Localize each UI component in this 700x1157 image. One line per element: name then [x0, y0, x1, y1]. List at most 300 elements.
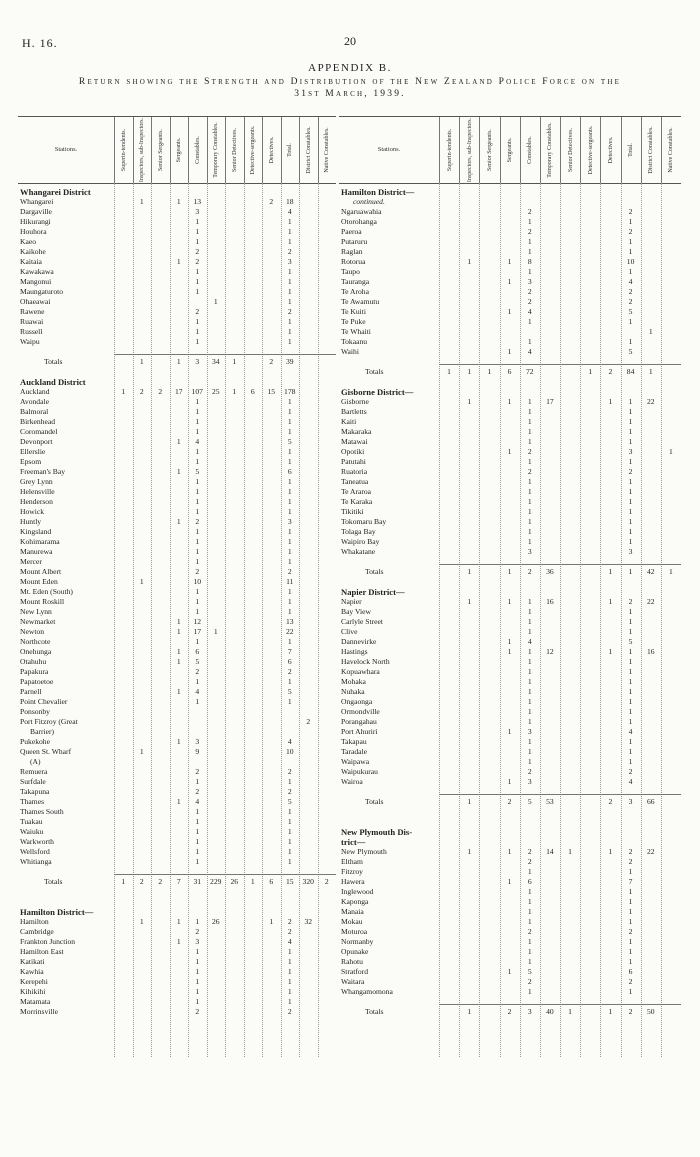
table-cell: 22: [285, 627, 294, 636]
column-header-label: Detectives.: [607, 136, 614, 164]
column-header: [207, 117, 226, 183]
station-name: Havelock North: [341, 657, 390, 666]
station-name: Opunake: [341, 947, 369, 956]
station-name: Paeroa: [341, 227, 362, 236]
station-name: Patutahi: [341, 457, 366, 466]
table-cell: 1: [195, 677, 200, 686]
table-cell: 1: [527, 427, 532, 436]
table-cell: 1: [250, 877, 255, 886]
table-row: [18, 827, 336, 837]
page-header: [0, 0, 700, 120]
table-cell: 1: [628, 517, 633, 526]
station-name: Morrinsville: [20, 1007, 58, 1016]
station-name: Kaiti: [341, 417, 357, 426]
station-name: Ellerslie: [20, 447, 46, 456]
table-cell: 32: [304, 917, 313, 926]
station-name: Papakura: [20, 667, 49, 676]
table-row: [339, 877, 681, 887]
table-cell: 1: [628, 627, 633, 636]
column-header-label: Detectives.: [268, 136, 275, 164]
table-cell: 1: [176, 197, 181, 206]
station-name: Queen St. Wharf: [20, 747, 72, 756]
station-name: Waipu: [20, 337, 40, 346]
table-row: [339, 507, 681, 517]
table-cell: 5: [628, 637, 633, 646]
table-cell: 22: [646, 597, 655, 606]
column-header: [133, 117, 152, 183]
station-name: Makaraka: [341, 427, 372, 436]
station-name: Ngaruawahia: [341, 207, 382, 216]
table-cell: 2: [527, 227, 532, 236]
table-row: [18, 467, 336, 477]
table-row: [18, 277, 336, 287]
table-cell: 1: [467, 1007, 472, 1016]
table-cell: 7: [287, 647, 292, 656]
station-name: Dargaville: [20, 207, 52, 216]
table-cell: 1: [195, 947, 200, 956]
table-cell: 1: [195, 597, 200, 606]
column-header-label: Detective-sergeants.: [250, 125, 257, 175]
table-cell: 1: [608, 397, 613, 406]
table-row: [339, 847, 681, 857]
table-row: [18, 987, 336, 997]
table-cell: 1: [287, 337, 292, 346]
table-cell: 1: [527, 657, 532, 666]
table-row: [339, 427, 681, 437]
table-cell: 1: [527, 907, 532, 916]
table-cell: 1: [195, 527, 200, 536]
table-cell: 31: [193, 877, 202, 886]
table-row: [18, 537, 336, 547]
table-cell: 1: [527, 707, 532, 716]
totals-row: [339, 567, 681, 577]
station-name: Thames: [20, 797, 45, 806]
table-cell: 1: [287, 987, 292, 996]
table-row: [339, 297, 681, 307]
station-name: Coromandel: [20, 427, 58, 436]
table-row: [339, 627, 681, 637]
station-name: Moturoa: [341, 927, 368, 936]
table-row: [18, 747, 336, 757]
table-row: [18, 197, 336, 207]
table-cell: 1: [507, 877, 512, 886]
station-name: Auckland: [20, 387, 50, 396]
table-cell: 2: [158, 387, 163, 396]
table-cell: 1: [527, 417, 532, 426]
table-cell: 1: [628, 647, 633, 656]
table-cell: 1: [287, 537, 292, 546]
column-header: [244, 117, 263, 183]
table-cell: 1: [527, 717, 532, 726]
table-cell: 1: [287, 977, 292, 986]
table-row: [18, 207, 336, 217]
column-header-label: Native Constables.: [668, 127, 675, 173]
station-name: Tauranga: [341, 277, 370, 286]
table-cell: 1: [628, 477, 633, 486]
table-row: [339, 197, 681, 207]
table-cell: 1: [507, 777, 512, 786]
table-cell: 17: [546, 397, 554, 406]
table-row: [18, 527, 336, 537]
table-cell: 1: [176, 737, 181, 746]
table-cell: 1: [527, 497, 532, 506]
table-cell: 11: [286, 577, 294, 586]
column-header: [318, 117, 337, 183]
table-cell: 2: [628, 767, 633, 776]
table-row: [18, 237, 336, 247]
table-cell: 1: [527, 697, 532, 706]
column-header: [170, 117, 189, 183]
table-row: [18, 857, 336, 867]
table-cell: 2: [628, 467, 633, 476]
station-name: Kihikihi: [20, 987, 46, 996]
table-row: [18, 517, 336, 527]
column-header: [641, 117, 661, 183]
table-cell: 2: [287, 767, 292, 776]
table-cell: 1: [195, 637, 200, 646]
table-row: [18, 247, 336, 257]
table-cell: 1: [527, 457, 532, 466]
table-cell: 1: [195, 537, 200, 546]
table-cell: 1: [507, 447, 512, 456]
table-row: [18, 767, 336, 777]
table-title-line2: 31st March, 1939.: [294, 89, 406, 99]
table-cell: 3: [195, 937, 200, 946]
table-cell: 1: [648, 327, 653, 336]
table-cell: 1: [608, 597, 613, 606]
table-row: [339, 927, 681, 937]
table-cell: 8: [527, 257, 532, 266]
table-cell: 5: [287, 687, 292, 696]
table-cell: 1: [628, 667, 633, 676]
table-row: [18, 847, 336, 857]
table-cell: 84: [626, 367, 635, 376]
station-name: Totals: [365, 1007, 384, 1016]
table-cell: 1: [287, 267, 292, 276]
table-row: [18, 687, 336, 697]
table-cell: 1: [139, 577, 144, 586]
table-cell: 72: [525, 367, 534, 376]
station-name: Port Ahuriri: [341, 727, 378, 736]
table-cell: 1: [628, 537, 633, 546]
table-cell: 1: [287, 777, 292, 786]
table-cell: 15: [285, 877, 294, 886]
column-header: [281, 117, 300, 183]
table-cell: 1: [139, 917, 144, 926]
table-cell: 4: [527, 307, 532, 316]
table-cell: 1: [121, 877, 126, 886]
table-cell: 1: [195, 497, 200, 506]
table-cell: 2: [507, 797, 512, 806]
table-cell: 1: [628, 747, 633, 756]
station-name: Ruatoria: [341, 467, 368, 476]
page-number: 20: [344, 34, 356, 48]
table-cell: 1: [287, 457, 292, 466]
table-row: [18, 447, 336, 457]
table-cell: 2: [287, 917, 292, 926]
table-cell: 1: [195, 847, 200, 856]
station-name: New Plymouth: [341, 847, 387, 856]
table-cell: 1: [287, 477, 292, 486]
table-cell: 1: [195, 477, 200, 486]
table-cell: 1: [195, 857, 200, 866]
table-cell: 22: [646, 847, 655, 856]
table-cell: 1: [195, 837, 200, 846]
district-heading: [339, 187, 681, 197]
station-name: Putaruru: [341, 237, 368, 246]
table-cell: 1: [527, 217, 532, 226]
table-cell: 1: [507, 647, 512, 656]
column-header: [580, 117, 600, 183]
column-header-label: Superin-tendents.: [446, 128, 453, 172]
table-cell: 66: [646, 797, 655, 806]
table-cell: 1: [628, 907, 633, 916]
table-cell: 3: [628, 797, 633, 806]
table-row: [18, 397, 336, 407]
column-header-label: Senior Detectives.: [567, 128, 574, 172]
station-name: Totals: [44, 357, 63, 366]
station-name: Barrier): [30, 727, 55, 736]
table-cell: 1: [287, 607, 292, 616]
table-row: [18, 757, 336, 767]
table-row: [18, 947, 336, 957]
table-cell: 1: [139, 747, 144, 756]
table-row: [18, 257, 336, 267]
station-name: Totals: [365, 367, 384, 376]
table-cell: 1: [287, 957, 292, 966]
table-cell: 1: [628, 457, 633, 466]
station-name: Kopuawhara: [341, 667, 380, 676]
table-cell: 1: [176, 917, 181, 926]
table-cell: 3: [628, 547, 633, 556]
table-cell: 6: [250, 387, 255, 396]
station-name: Te Puke: [341, 317, 366, 326]
table-cell: 2: [507, 1007, 512, 1016]
table-cell: 1: [287, 287, 292, 296]
table-cell: 1: [287, 317, 292, 326]
table-cell: 1: [195, 287, 200, 296]
table-row: [339, 487, 681, 497]
table-row: [339, 777, 681, 787]
table-cell: 1: [195, 817, 200, 826]
table-cell: 2: [628, 1007, 633, 1016]
table-cell: 1: [628, 887, 633, 896]
table-cell: 1: [195, 237, 200, 246]
station-name: Hamilton: [20, 917, 49, 926]
table-row: [339, 497, 681, 507]
table-cell: 1: [507, 637, 512, 646]
district-heading: [339, 837, 681, 847]
table-cell: 13: [285, 617, 294, 626]
table-cell: 2: [195, 787, 200, 796]
table-row: [18, 707, 336, 717]
table-cell: 3: [527, 727, 532, 736]
column-header-label: Senior Sergeants.: [486, 129, 493, 171]
station-name: Cambridge: [20, 927, 54, 936]
table-cell: 1: [287, 447, 292, 456]
station-name: Te Karaka: [341, 497, 373, 506]
station-name: Northcote: [20, 637, 51, 646]
table-cell: 3: [527, 277, 532, 286]
column-header-label: Temporary Constables.: [547, 122, 554, 178]
column-header: [151, 117, 170, 183]
table-cell: 1: [176, 467, 181, 476]
table-row: [339, 897, 681, 907]
table-cell: 1: [213, 297, 218, 306]
table-cell: 2: [527, 567, 532, 576]
table-cell: 1: [527, 667, 532, 676]
table-cell: 1: [287, 427, 292, 436]
table-row: [18, 997, 336, 1007]
station-name: Thames South: [20, 807, 64, 816]
table-cell: 1: [195, 397, 200, 406]
table-row: [339, 517, 681, 527]
station-name: New Plymouth Dis-: [341, 827, 413, 837]
table-cell: 1: [195, 997, 200, 1006]
station-name: Mount Roskill: [20, 597, 65, 606]
table-row: [339, 407, 681, 417]
table-row: [339, 937, 681, 947]
column-header-label: Temporary Constables.: [213, 122, 220, 178]
table-cell: 1: [195, 507, 200, 516]
table-cell: 2: [527, 467, 532, 476]
table-cell: 17: [174, 387, 183, 396]
table-cell: 13: [193, 197, 202, 206]
table-row: [339, 597, 681, 607]
station-name: Takapuna: [20, 787, 50, 796]
station-name: Opotiki: [341, 447, 365, 456]
station-name: Epsom: [20, 457, 42, 466]
table-row: [339, 637, 681, 647]
table-cell: 6: [507, 367, 512, 376]
table-cell: 1: [139, 197, 144, 206]
column-header: [439, 117, 459, 183]
column-header: [339, 117, 439, 183]
column-header: [621, 117, 641, 183]
station-name: Newmarket: [20, 617, 56, 626]
table-cell: 4: [628, 727, 633, 736]
table-cell: 5: [527, 967, 532, 976]
table-cell: 1: [527, 267, 532, 276]
station-name: Tikitiki: [341, 507, 364, 516]
table-cell: 25: [211, 387, 220, 396]
table-cell: 4: [628, 777, 633, 786]
table-cell: 1: [467, 397, 472, 406]
table-cell: 5: [195, 657, 200, 666]
station-name: Manaia: [341, 907, 364, 916]
table-cell: 1: [467, 567, 472, 576]
table-cell: 2: [195, 567, 200, 576]
table-row: [339, 907, 681, 917]
column-header-label: Constables.: [194, 136, 201, 164]
table-cell: 1: [287, 277, 292, 286]
table-cell: 1: [195, 547, 200, 556]
table-cell: 1: [527, 737, 532, 746]
table-cell: 1: [287, 487, 292, 496]
table-cell: 1: [628, 697, 633, 706]
table-cell: 1: [628, 527, 633, 536]
table-cell: 1: [287, 837, 292, 846]
table-cell: 9: [195, 747, 200, 756]
table-cell: 1: [195, 777, 200, 786]
table-row: [18, 617, 336, 627]
station-name: Mohaka: [341, 677, 366, 686]
table-row: [18, 307, 336, 317]
station-name: Huntly: [20, 517, 42, 526]
district-heading: [339, 387, 681, 397]
table-cell: 1: [121, 387, 126, 396]
station-name: Katikati: [20, 957, 45, 966]
column-header: [459, 117, 479, 183]
table-cell: 107: [191, 387, 203, 396]
station-name: Kohimarama: [20, 537, 60, 546]
table-cell: 1: [176, 437, 181, 446]
table-row: [339, 207, 681, 217]
table-cell: 2: [628, 227, 633, 236]
table-cell: 1: [287, 407, 292, 416]
table-cell: 1: [176, 687, 181, 696]
totals-row: [18, 357, 336, 367]
table-cell: 1: [287, 297, 292, 306]
table-row: [339, 717, 681, 727]
station-name: Raglan: [341, 247, 363, 256]
table-cell: 10: [285, 747, 294, 756]
table-cell: 1: [628, 687, 633, 696]
table-cell: 1: [669, 447, 673, 456]
table-cell: 1: [232, 357, 237, 366]
table-cell: 1: [608, 647, 613, 656]
table-cell: 2: [287, 567, 292, 576]
station-name: Waipawa: [341, 757, 370, 766]
station-name: Fitzroy: [341, 867, 363, 876]
table-cell: 15: [267, 387, 276, 396]
column-header-label: Senior Detectives.: [231, 128, 238, 172]
table-cell: 1: [527, 747, 532, 756]
table-row: [339, 527, 681, 537]
station-name: Point Chevalier: [20, 697, 68, 706]
table-cell: 1: [527, 887, 532, 896]
station-name: Eltham: [341, 857, 363, 866]
station-name: Bartletts: [341, 407, 367, 416]
table-cell: 42: [646, 567, 655, 576]
table-cell: 1: [628, 717, 633, 726]
table-cell: 2: [527, 847, 532, 856]
table-row: [18, 597, 336, 607]
table-cell: 2: [628, 927, 633, 936]
table-cell: 1: [195, 277, 200, 286]
table-cell: 3: [195, 207, 200, 216]
table-cell: 1: [628, 427, 633, 436]
table-cell: 1: [287, 237, 292, 246]
table-cell: 12: [546, 647, 554, 656]
table-row: [339, 217, 681, 227]
table-cell: 2: [158, 877, 163, 886]
table-cell: 1: [287, 587, 292, 596]
station-name: Ohaeawai: [20, 297, 51, 306]
station-name: Matamata: [20, 997, 51, 1006]
table-row: [18, 727, 336, 737]
district-heading: [18, 187, 336, 197]
table-cell: 1: [608, 567, 613, 576]
table-cell: 1: [195, 827, 200, 836]
table-cell: 10: [193, 577, 202, 586]
table-cell: 1: [608, 1007, 613, 1016]
table-row: [18, 647, 336, 657]
table-row: [339, 707, 681, 717]
table-cell: 2: [527, 207, 532, 216]
table-cell: 10: [626, 257, 635, 266]
station-name: Wellsford: [20, 847, 50, 856]
